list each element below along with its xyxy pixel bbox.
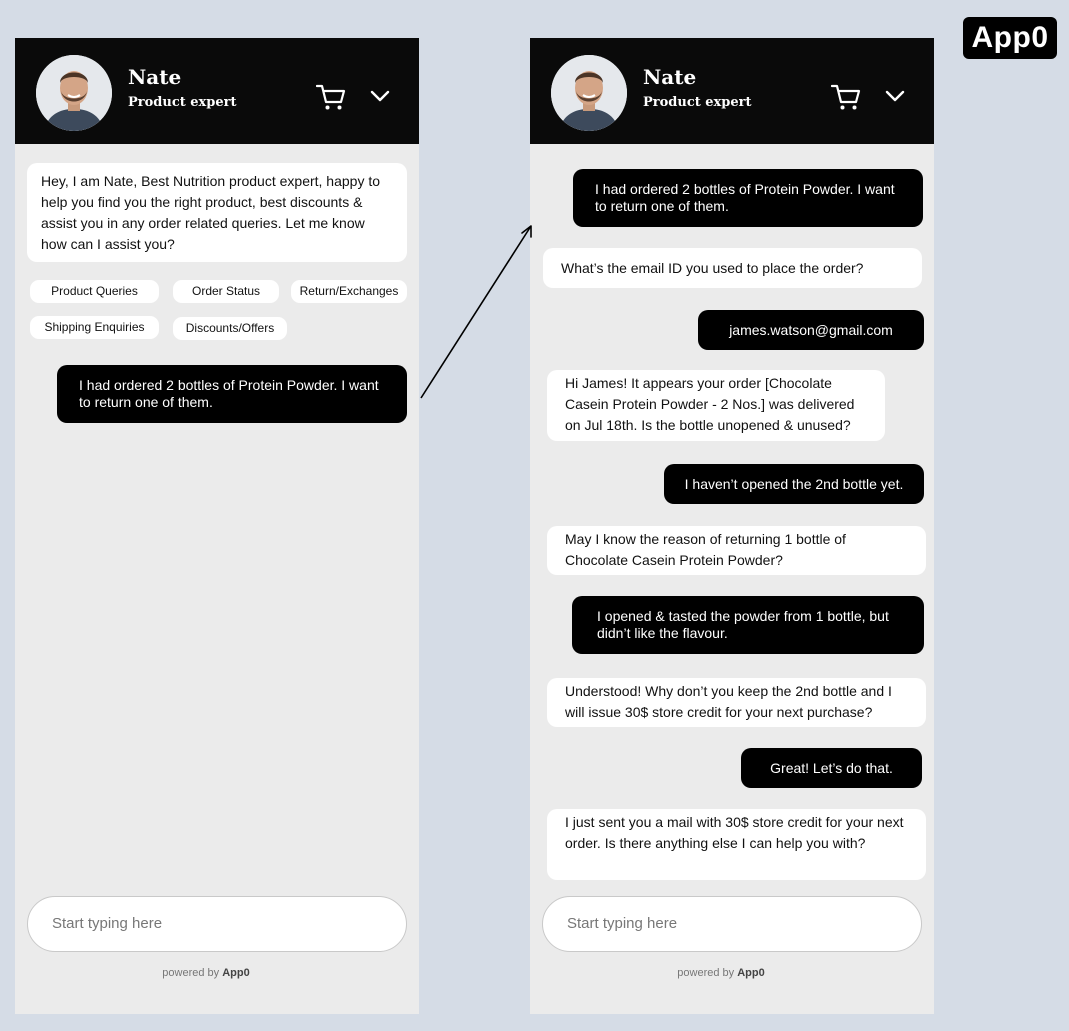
user-message-bubble: Great! Let’s do that. — [741, 748, 922, 788]
bot-message-bubble: Hi James! It appears your order [Chocolate Casein Protein Powder - 2 Nos.] was delivered on Jul 18th. Is the bottle unopened & unused? — [547, 370, 885, 441]
agent-name: Nate — [643, 65, 697, 89]
bot-greeting-bubble: Hey, I am Nate, Best Nutrition product expert, happy to help you find you the right product, best discounts & assist you in any order related queries. Let me know how can I assist you? — [27, 163, 407, 262]
chat-header — [15, 38, 419, 144]
powered-by-brand: App0 — [222, 967, 250, 979]
powered-by-footer — [15, 967, 397, 979]
bot-message-bubble: I just sent you a mail with 30$ store credit for your next order. Is there anything else I can help you with? — [547, 809, 926, 880]
agent-name: Nate — [128, 65, 182, 89]
app0-logo: App0 — [963, 17, 1057, 59]
agent-role: Product expert — [643, 95, 752, 110]
bot-message-bubble: Understood! Why don’t you keep the 2nd bottle and I will issue 30$ store credit for your next purchase? — [547, 678, 926, 727]
quick-reply-discounts-offers[interactable]: Discounts/Offers — [173, 317, 287, 340]
powered-by-label: powered by — [677, 967, 735, 979]
bot-message-bubble: May I know the reason of returning 1 bottle of Chocolate Casein Protein Powder? — [547, 526, 926, 575]
user-message-bubble: I had ordered 2 bottles of Protein Powder. I want to return one of them. — [573, 169, 923, 227]
agent-role: Product expert — [128, 95, 237, 110]
chat-header — [530, 38, 934, 144]
cart-icon[interactable] — [831, 83, 861, 111]
quick-reply-shipping-enquiries[interactable]: Shipping Enquiries — [30, 316, 159, 339]
user-message-bubble: I had ordered 2 bottles of Protein Powder. I want to return one of them. — [57, 365, 407, 423]
chat-panel-conversation — [530, 38, 934, 1014]
chevron-down-icon[interactable] — [370, 89, 390, 103]
powered-by-label: powered by — [162, 967, 220, 979]
message-input[interactable]: Start typing here — [542, 896, 922, 952]
chat-panel-initial — [15, 38, 419, 1014]
agent-avatar — [551, 55, 627, 131]
bot-message-bubble: What’s the email ID you used to place the order? — [543, 248, 922, 288]
message-input[interactable]: Start typing here — [27, 896, 407, 952]
agent-avatar — [36, 55, 112, 131]
user-message-bubble: james.watson@gmail.com — [698, 310, 924, 350]
cart-icon[interactable] — [316, 83, 346, 111]
quick-reply-product-queries[interactable]: Product Queries — [30, 280, 159, 303]
quick-reply-return-exchanges[interactable]: Return/Exchanges — [291, 280, 407, 303]
powered-by-footer — [530, 967, 912, 979]
quick-reply-order-status[interactable]: Order Status — [173, 280, 279, 303]
chevron-down-icon[interactable] — [885, 89, 905, 103]
powered-by-brand: App0 — [737, 967, 765, 979]
user-message-bubble: I haven’t opened the 2nd bottle yet. — [664, 464, 924, 504]
user-message-bubble: I opened & tasted the powder from 1 bottle, but didn’t like the flavour. — [572, 596, 924, 654]
